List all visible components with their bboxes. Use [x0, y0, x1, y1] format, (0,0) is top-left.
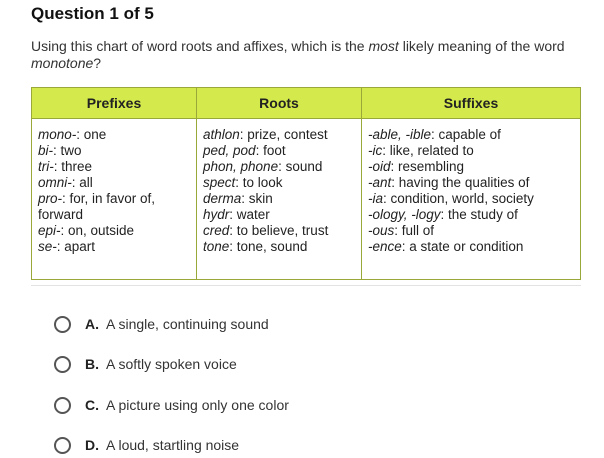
entry-definition: : on, outside: [60, 223, 135, 238]
entry-definition: : one: [76, 127, 107, 142]
word-roots-table: [31, 87, 581, 280]
table-entry: [203, 175, 355, 191]
entry-definition: : the study of: [440, 207, 518, 222]
entry-definition: : having the qualities of: [391, 175, 530, 190]
entry-term: cred: [203, 223, 230, 238]
table-entry: [368, 223, 574, 239]
question-title: Question 1 of 5: [31, 4, 154, 23]
entry-term: -ia: [368, 191, 384, 206]
table-entry: [203, 159, 355, 175]
entry-definition: : apart: [56, 239, 96, 254]
entry-term: athlon: [203, 127, 240, 142]
entry-definition: : like, related to: [382, 143, 474, 158]
table-entry: [368, 159, 574, 175]
entry-term: mono-: [38, 127, 77, 142]
entry-definition: : prize, contest: [239, 127, 328, 142]
entry-term: hydr: [203, 207, 230, 222]
entry-term: -able, -ible: [368, 127, 432, 142]
table-entry: [38, 143, 190, 159]
table-entry: [38, 127, 190, 143]
entry-term: -ant: [368, 175, 392, 190]
entry-definition: : sound: [278, 159, 323, 174]
option-text: A loud, startling noise: [106, 437, 240, 453]
entry-term: -ology, -logy: [368, 207, 441, 222]
entry-definition: : a state or condition: [401, 239, 524, 254]
entry-term: ped, pod: [203, 143, 256, 158]
entry-definition: : three: [53, 159, 93, 174]
entry-term: epi-: [38, 223, 61, 238]
answer-option-b[interactable]: [54, 353, 237, 375]
table-entry: [38, 159, 190, 175]
table-entry: [38, 223, 190, 239]
entry-term: omni-: [38, 175, 72, 190]
entry-term: tri-: [38, 159, 54, 174]
answer-option-a[interactable]: [54, 313, 269, 335]
roots-cell: [197, 119, 362, 280]
table-entry: [203, 223, 355, 239]
table-entry: [38, 191, 190, 223]
radio-button-icon[interactable]: [54, 397, 71, 414]
radio-button-icon[interactable]: [54, 316, 71, 333]
entry-term: derma: [203, 191, 242, 206]
entry-definition: : to look: [235, 175, 283, 190]
table-entry: [38, 175, 190, 191]
section-divider: [31, 285, 581, 286]
question-text: [31, 38, 576, 72]
table-entry: [368, 143, 574, 159]
table-entry: [38, 239, 190, 255]
table-entry: [368, 175, 574, 191]
table-entry: [368, 191, 574, 207]
header-roots: Roots: [197, 88, 362, 119]
option-text: A softly spoken voice: [106, 356, 237, 372]
prefixes-cell: [32, 119, 197, 280]
answer-option-c[interactable]: [54, 394, 289, 416]
entry-definition: : for, in favor of, forward: [38, 191, 156, 222]
entry-term: -ic: [368, 143, 383, 158]
entry-definition: : to believe, trust: [229, 223, 329, 238]
option-letter: A.: [85, 316, 99, 332]
entry-definition: : resembling: [390, 159, 465, 174]
table-entry: [203, 127, 355, 143]
header-suffixes: Suffixes: [362, 88, 581, 119]
table-entry: [368, 127, 574, 143]
entry-definition: : two: [53, 143, 82, 158]
radio-button-icon[interactable]: [54, 356, 71, 373]
option-letter: B.: [85, 356, 99, 372]
table-entry: [368, 207, 574, 223]
table-entry: [203, 143, 355, 159]
option-text: A picture using only one color: [106, 397, 289, 413]
table-entry: [203, 191, 355, 207]
table-entry: [203, 207, 355, 223]
entry-term: tone: [203, 239, 230, 254]
question-text-emphasis: most: [368, 38, 399, 54]
entry-definition: : water: [229, 207, 270, 222]
header-prefixes: Prefixes: [32, 88, 197, 119]
entry-definition: : condition, world, society: [383, 191, 534, 206]
suffixes-cell: [362, 119, 581, 280]
entry-term: -ence: [368, 239, 402, 254]
entry-term: -oid: [368, 159, 391, 174]
entry-definition: : capable of: [431, 127, 501, 142]
entry-definition: : all: [71, 175, 93, 190]
entry-term: se-: [38, 239, 57, 254]
table-entry: [368, 239, 574, 255]
entry-definition: : full of: [394, 223, 435, 238]
radio-button-icon[interactable]: [54, 437, 71, 454]
question-target-word: monotone: [31, 55, 94, 71]
table-entry: [203, 239, 355, 255]
option-letter: C.: [85, 397, 99, 413]
entry-term: spect: [203, 175, 236, 190]
entry-term: -ous: [368, 223, 395, 238]
entry-term: phon, phone: [203, 159, 279, 174]
entry-term: pro-: [38, 191, 63, 206]
entry-term: bi-: [38, 143, 54, 158]
entry-definition: : foot: [255, 143, 286, 158]
option-text: A single, continuing sound: [106, 316, 269, 332]
entry-definition: : tone, sound: [229, 239, 308, 254]
question-text-part: likely meaning of the word: [398, 38, 565, 54]
entry-definition: : skin: [241, 191, 273, 206]
question-text-part: ?: [93, 55, 102, 71]
option-letter: D.: [85, 437, 99, 453]
answer-option-d[interactable]: [54, 434, 239, 456]
question-text-part: Using this chart of word roots and affixes, which is the: [31, 38, 369, 54]
